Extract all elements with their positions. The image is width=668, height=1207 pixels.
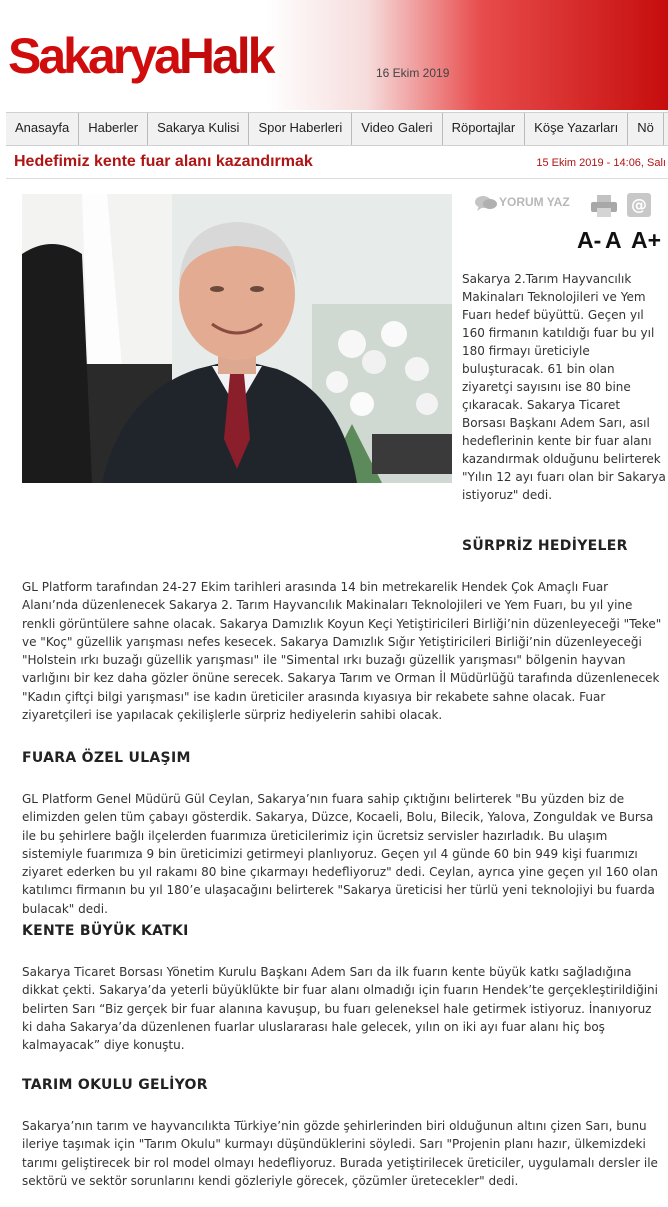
heading-fuara-ozel-ulasim: FUARA ÖZEL ULAŞIM bbox=[22, 750, 191, 766]
logo-sakarya: Sakarya bbox=[8, 28, 179, 84]
print-icon[interactable] bbox=[591, 195, 617, 217]
nav-item-kose-yazarlari[interactable]: Köşe Yazarları bbox=[525, 113, 628, 145]
paragraph-3: Sakarya Ticaret Borsası Yönetim Kurulu Başkanı Adem Sarı da ilk fuarın kente büyük katkı sağladığına dikkat çekti. Sakarya’da yeterli büyüklükte bir fuar alanı olmadığı için fuarın Hendek’te gerçekleştirildiğini belirten Sarı “Biz gerçek bir fuar alanına kavuşup, bu fuarı geleneksel hale getirmek istiyoruz. İnanıyoruz ki daha Sakarya’da düzenlenen fuarlar uluslararası hale gelecek, yılın on iki ayı fuar alanı hiç boş kalmayacak” diye konuştu. bbox=[22, 965, 658, 1053]
site-logo[interactable] bbox=[8, 26, 272, 86]
comment-icon bbox=[475, 195, 497, 211]
font-normal-button[interactable]: A bbox=[605, 227, 622, 253]
heading-tarim-okulu-geliyor: TARIM OKULU GELİYOR bbox=[22, 1077, 208, 1093]
comment-button[interactable] bbox=[475, 195, 570, 211]
logo-halk: Halk bbox=[178, 28, 273, 84]
heading-kente-buyuk-katki: KENTE BÜYÜK KATKI bbox=[22, 923, 189, 939]
nav-item-more[interactable]: Nö bbox=[628, 113, 664, 145]
photo-illustration bbox=[22, 194, 452, 483]
nav-item-haberler[interactable]: Haberler bbox=[79, 113, 148, 145]
nav-item-sakarya-kulisi[interactable]: Sakarya Kulisi bbox=[148, 113, 249, 145]
comment-label: YORUM YAZ bbox=[499, 195, 570, 210]
site-header bbox=[0, 0, 668, 110]
paragraph-2: GL Platform Genel Müdürü Gül Ceylan, Sakarya’nın fuara sahip çıktığını belirterek "Bu yüzden biz de elimizden gelen tüm çabayı gösterdik. Sakarya, Düzce, Kocaeli, Bolu, Bilecik, Yalova, Zonguldak ve Bursa ile bu şehirlere bağlı ilçelerden fuarımıza üreticilerimiz için ücretsiz servisler hazırladık. Bu ulaşım sistemiyle fuarımıza 9 bin üreticimizi getirmeyi planlıyoruz. Geçen yıl 4 günde 60 bin 949 kişi fuarımızı ziyaret ederken bu yıl rakamı 80 bine çıkarmayı hedefliyoruz" dedi. Ceylan, ayrıca yine geçen yıl 160 olan katılımcı firmanın bu yıl 180’e ulaşacağını belirterek "Sakarya üreticisi her türlü yeni teknolojiyi bu fuarda bulacak" dedi. bbox=[22, 792, 658, 916]
article-intro: Sakarya 2.Tarım Hayvancılık Makinaları Teknolojileri ve Yem Fuarı hedef büyüttü. Geçen yıl 160 firmanın katıldığı fuar bu yıl 180 firmayı üreticiyle buluşturacak. 61 bin olan ziyaretçi sayısını ise 80 bine çıkaracak. Sakarya Ticaret Borsası Başkanı Adem Sarı, asıl hedeflerinin kente bir fuar alanı kazandırmak olduğunu belirterek "Yılın 12 ayı fuarı olan bir Sakarya istiyoruz" dedi. bbox=[462, 272, 666, 502]
article-date: 15 Ekim 2019 - 14:06, Salı bbox=[536, 157, 666, 169]
article-tools bbox=[475, 193, 665, 255]
nav-item-spor-haberleri[interactable]: Spor Haberleri bbox=[249, 113, 352, 145]
nav-item-anasayfa[interactable]: Anasayfa bbox=[6, 113, 79, 145]
header-date: 16 Ekim 2019 bbox=[376, 66, 450, 80]
article-photo bbox=[22, 194, 452, 483]
email-icon[interactable]: @ bbox=[627, 193, 651, 217]
font-decrease-button[interactable]: A- bbox=[577, 227, 602, 253]
nav-item-roportajlar[interactable]: Röportajlar bbox=[443, 113, 526, 145]
heading-surpriz-hediyeler: SÜRPRİZ HEDİYELER bbox=[462, 538, 628, 554]
nav-item-video-galeri[interactable]: Video Galeri bbox=[352, 113, 442, 145]
paragraph-1: GL Platform tarafından 24-27 Ekim tarihleri arasında 14 bin metrekarelik Hendek Çok Amaçlı Fuar Alanı’nda düzenlenecek Sakarya 2. Tarım Hayvancılık Makinaları Teknolojileri ve Yem Fuarı, bu yıl yine renkli görüntülere sahne olacak. Sakarya Damızlık Koyun Keçi Yetiştiricileri Birliği’nin düzenleyeceği "Teke" ve "Koç" güzellik yarışması nefes kesecek. Sakarya Damızlık Sığır Yetiştiricileri Birliği’nin düzenleyeceği "Holstein ırkı buzağı güzellik yarışması" ile "Simental ırkı buzağı güzellik yarışması" bölgenin hayvan varlığını bir kez daha gözler önüne serecek. Sakarya Tarım ve Orman İl Müdürlüğü tarafında düzenlenecek "Kadın çiftçi bilgi yarışması" ise kadın üreticiler arasında kıyasıya bir rekabete sahne olacak. Fuar ziyaretçileri ise yapılacak çekilişlerle sürpriz hediyelerin sahibi olacak. bbox=[22, 580, 662, 723]
paragraph-4: Sakarya’nın tarım ve hayvancılıkta Türkiye’nin gözde şehirlerinden biri olduğunun altını çizen Sarı, bunu ileriye taşımak için "Tarım Okulu" kurmayı düşündüklerini söyledi. Sarı "Projenin planı hazır, ülkemizdeki tarımı geliştirecek bir rol model olmayı hedefliyoruz. Burada yetiştirilecek üreticiler, uygulamalı dersler ile sektörü ve sektör sorunlarını kendi gözleriyle görecek, çözümler üretecekler" dedi. bbox=[22, 1119, 658, 1188]
font-increase-button[interactable]: A+ bbox=[631, 227, 662, 253]
article-titlebar bbox=[6, 150, 668, 179]
main-nav bbox=[6, 112, 668, 146]
article-title: Hedefimiz kente fuar alanı kazandırmak bbox=[14, 153, 313, 170]
